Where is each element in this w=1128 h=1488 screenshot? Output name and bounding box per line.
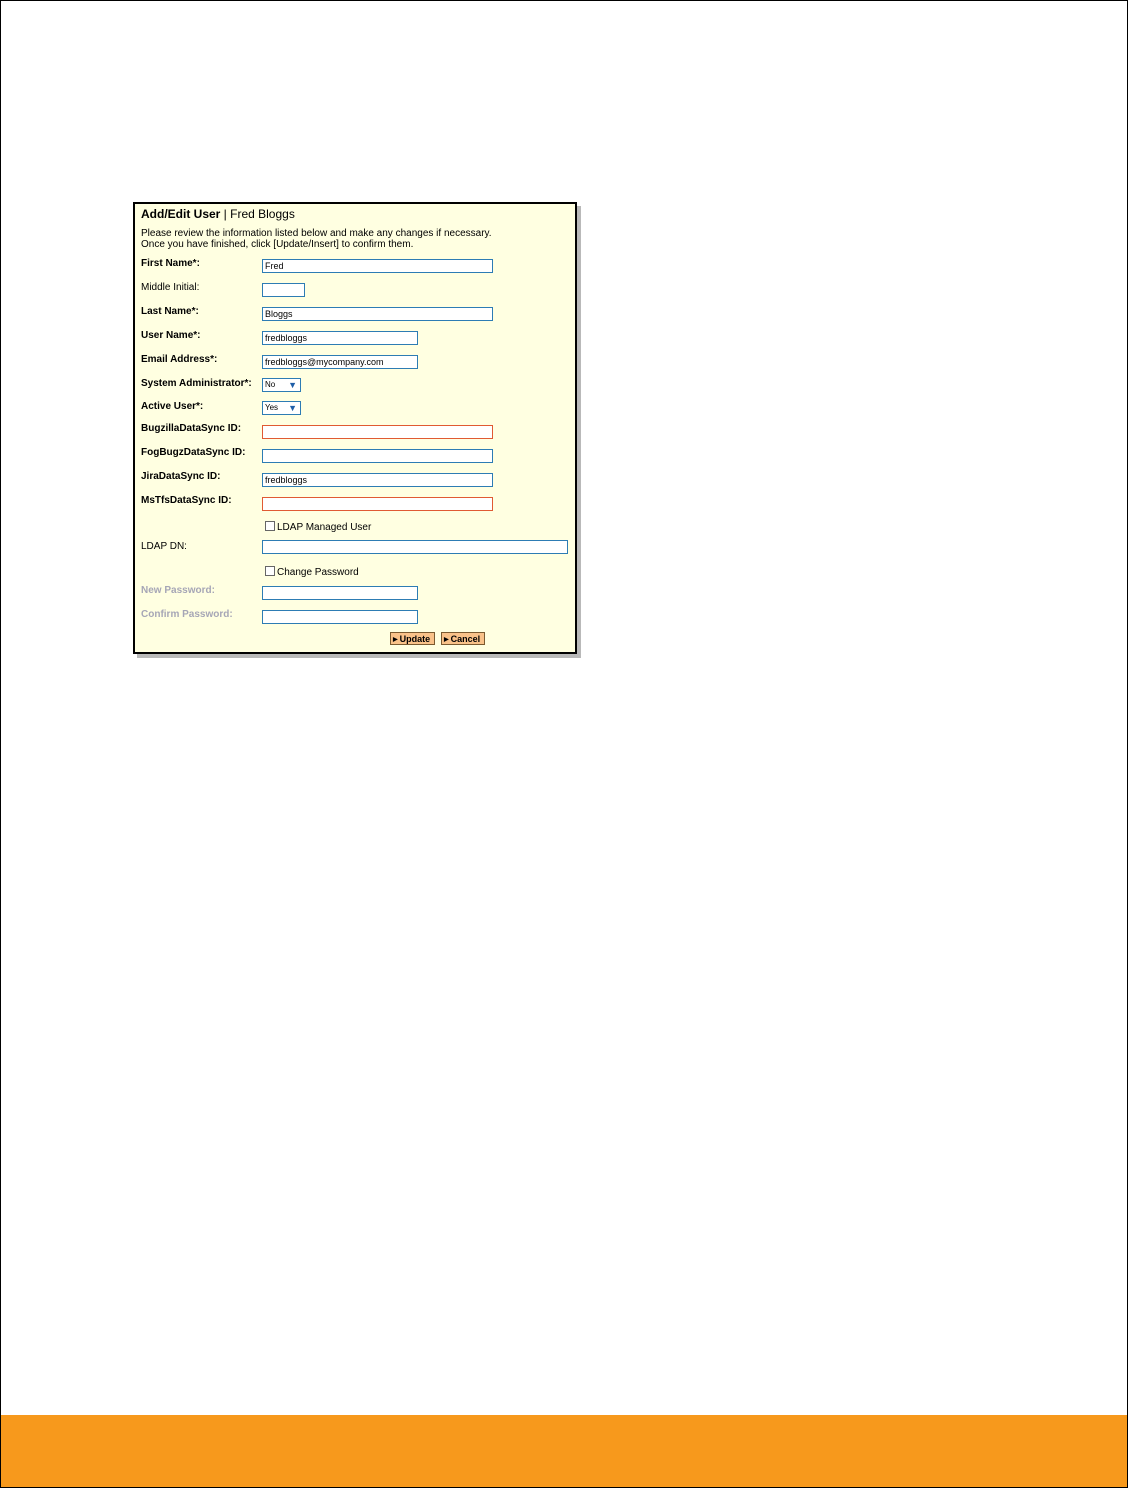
triangle-right-icon: ▶ <box>444 637 449 643</box>
fogbugz-id-label: FogBugzDataSync ID: <box>141 447 246 458</box>
ldap-dn-label: LDAP DN: <box>141 541 187 552</box>
system-admin-select[interactable] <box>262 378 301 392</box>
intro-line-1: Please review the information listed below and make any changes if necessary. <box>141 228 492 239</box>
cancel-button[interactable] <box>441 632 485 645</box>
middle-initial-input[interactable] <box>262 283 305 297</box>
mstfs-id-label: MsTfsDataSync ID: <box>141 495 232 506</box>
form-title-user: | Fred Bloggs <box>220 207 295 221</box>
confirm-password-label: Confirm Password: <box>141 609 233 620</box>
active-user-value: Yes <box>265 403 279 412</box>
system-admin-value: No <box>265 380 276 389</box>
form-title-bold: Add/Edit User <box>141 207 221 221</box>
user-name-input[interactable]: fredbloggs <box>262 331 418 345</box>
ldap-dn-input[interactable] <box>262 540 568 554</box>
intro-line-2: Once you have finished, click [Update/Insert] to confirm them. <box>141 239 414 250</box>
fogbugz-id-input[interactable] <box>262 449 493 463</box>
confirm-password-input[interactable] <box>262 610 418 624</box>
email-label: Email Address*: <box>141 354 218 365</box>
system-admin-label: System Administrator*: <box>141 378 252 389</box>
update-button-label: Update <box>399 634 431 644</box>
change-password-label: Change Password <box>277 567 359 578</box>
mstfs-id-input[interactable] <box>262 497 493 511</box>
ldap-managed-label: LDAP Managed User <box>277 522 372 533</box>
last-name-label: Last Name*: <box>141 306 199 317</box>
last-name-input[interactable]: Bloggs <box>262 307 493 321</box>
add-edit-user-form <box>133 202 577 654</box>
ldap-managed-checkbox[interactable] <box>265 521 275 531</box>
first-name-input[interactable]: Fred <box>262 259 493 273</box>
footer-bar <box>1 1415 1127 1487</box>
bugzilla-id-input[interactable] <box>262 425 493 439</box>
new-password-input[interactable] <box>262 586 418 600</box>
user-name-label: User Name*: <box>141 330 201 341</box>
triangle-down-icon: ▼ <box>288 380 297 390</box>
jira-id-input[interactable]: fredbloggs <box>262 473 493 487</box>
change-password-checkbox[interactable] <box>265 566 275 576</box>
active-user-label: Active User*: <box>141 401 204 412</box>
active-user-select[interactable] <box>262 401 301 415</box>
email-input[interactable]: fredbloggs@mycompany.com <box>262 355 418 369</box>
middle-initial-label: Middle Initial: <box>141 282 200 293</box>
triangle-right-icon: ▶ <box>393 637 398 643</box>
update-button[interactable] <box>390 632 435 645</box>
form-title <box>141 207 295 221</box>
ldap-managed-row[interactable] <box>265 521 371 533</box>
form-intro <box>141 228 492 250</box>
jira-id-label: JiraDataSync ID: <box>141 471 221 482</box>
cancel-button-label: Cancel <box>450 634 481 644</box>
first-name-label: First Name*: <box>141 258 200 269</box>
new-password-label: New Password: <box>141 585 215 596</box>
change-password-row[interactable] <box>265 566 359 578</box>
triangle-down-icon: ▼ <box>288 403 297 413</box>
bugzilla-id-label: BugzillaDataSync ID: <box>141 423 242 434</box>
